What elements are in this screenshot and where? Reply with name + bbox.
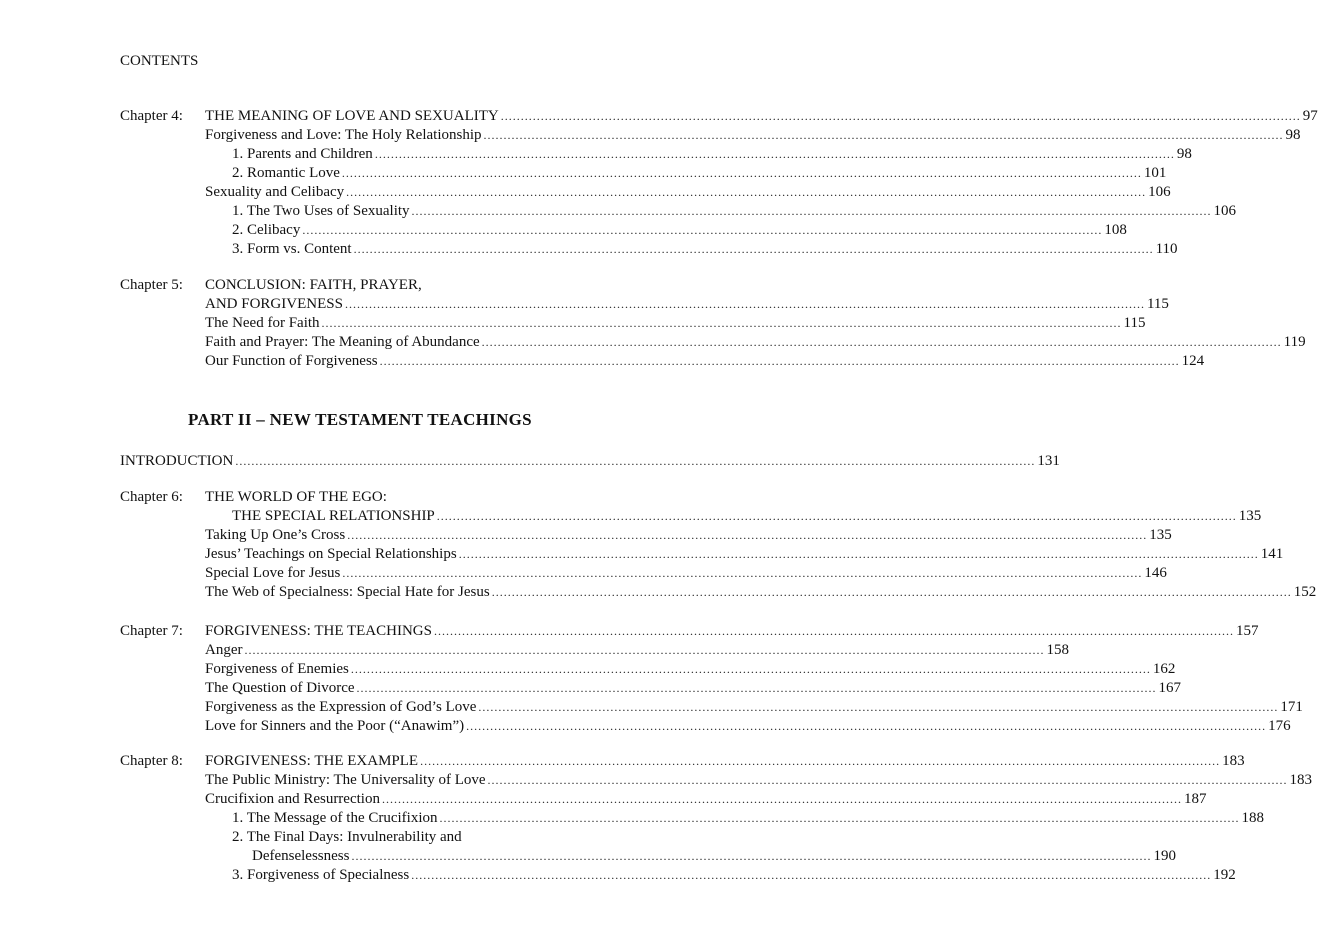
- dot-leader: ........................................................................................................................................................................................................: [483, 128, 1284, 142]
- dot-leader: ........................................................................................................................................................................................................: [411, 204, 1212, 218]
- toc-entry[interactable]: [205, 717, 1291, 736]
- toc-entry[interactable]: [232, 866, 1236, 885]
- dot-leader: ........................................................................................................................................................................................................: [342, 566, 1143, 580]
- chapter-6-label: Chapter 6:: [120, 489, 183, 505]
- toc-entry-title: Faith and Prayer: The Meaning of Abundance: [205, 334, 480, 350]
- toc-entry-title: FORGIVENESS: THE EXAMPLE: [205, 753, 419, 769]
- toc-entry[interactable]: [205, 622, 1259, 641]
- toc-entry[interactable]: [205, 526, 1172, 545]
- chapter-8-label: Chapter 8:: [120, 753, 183, 769]
- toc-entry[interactable]: [232, 507, 1262, 526]
- toc-entry-title: FORGIVENESS: THE TEACHINGS: [205, 623, 432, 639]
- toc-entry-title: Anger: [205, 642, 243, 658]
- toc-entry-title: Forgiveness of Enemies: [205, 661, 349, 677]
- dot-leader: ........................................................................................................................................................................................................: [439, 811, 1240, 825]
- toc-entry-page-number: 157: [1235, 623, 1259, 639]
- toc-entry-title: The Web of Specialness: Special Hate for Jesus: [205, 584, 490, 600]
- toc-entry-page-number: 190: [1153, 848, 1176, 864]
- toc-entry-title: THE SPECIAL RELATIONSHIP: [232, 508, 435, 524]
- toc-entry-page-number: 131: [1037, 453, 1060, 469]
- toc-entry-page-number: 101: [1143, 165, 1167, 181]
- toc-entry-page-number: 135: [1238, 508, 1262, 524]
- toc-entry[interactable]: [120, 452, 1060, 471]
- toc-entry-page-number: 115: [1123, 315, 1146, 331]
- toc-entry-title: 1. The Two Uses of Sexuality: [232, 203, 410, 219]
- dot-leader: ........................................................................................................................................................................................................: [350, 662, 1151, 676]
- dot-leader: ........................................................................................................................................................................................................: [302, 223, 1103, 237]
- dot-leader: ........................................................................................................................................................................................................: [344, 297, 1145, 311]
- toc-entry[interactable]: [205, 183, 1171, 202]
- toc-entry[interactable]: [232, 221, 1127, 240]
- toc-entry-page-number: 97: [1302, 108, 1318, 124]
- toc-entry[interactable]: [205, 641, 1069, 660]
- chapter-7-label: Chapter 7:: [120, 623, 183, 639]
- toc-entry[interactable]: [205, 107, 1318, 126]
- dot-leader: ........................................................................................................................................................................................................: [420, 754, 1221, 768]
- dot-leader: ........................................................................................................................................................................................................: [341, 166, 1142, 180]
- toc-entry-page-number: 158: [1046, 642, 1069, 658]
- toc-entry-title: Our Function of Forgiveness: [205, 353, 378, 369]
- dot-leader: ........................................................................................................................................................................................................: [436, 509, 1237, 523]
- dot-leader: ........................................................................................................................................................................................................: [244, 643, 1045, 657]
- toc-entry-page-number: 176: [1268, 718, 1291, 734]
- dot-leader: ........................................................................................................................................................................................................: [433, 624, 1234, 638]
- toc-entry-page-number: 192: [1213, 867, 1236, 883]
- toc-entry[interactable]: [205, 752, 1245, 771]
- toc-entry-page-number: 188: [1241, 810, 1265, 826]
- chapter-5-label: Chapter 5:: [120, 277, 183, 293]
- chapter-8-subsection-2-title: 2. The Final Days: Invulnerability and: [232, 829, 462, 845]
- toc-entry[interactable]: [205, 545, 1284, 564]
- toc-entry-page-number: 106: [1148, 184, 1171, 200]
- toc-entry-page-number: 171: [1280, 699, 1303, 715]
- dot-leader: ........................................................................................................................................................................................................: [353, 242, 1154, 256]
- toc-entry-title: Sexuality and Celibacy: [205, 184, 345, 200]
- toc-entry-title: The Need for Faith: [205, 315, 320, 331]
- toc-entry-page-number: 183: [1289, 772, 1313, 788]
- toc-entry-page-number: 146: [1144, 565, 1167, 581]
- toc-entry-title: Jesus’ Teachings on Special Relationships: [205, 546, 457, 562]
- toc-entry[interactable]: [205, 564, 1167, 583]
- dot-leader: ........................................................................................................................................................................................................: [235, 454, 1036, 468]
- toc-entry-page-number: 187: [1183, 791, 1207, 807]
- toc-entry[interactable]: [205, 583, 1317, 602]
- toc-entry[interactable]: [252, 847, 1176, 866]
- toc-entry[interactable]: [232, 164, 1167, 183]
- toc-entry-page-number: 183: [1222, 753, 1245, 769]
- dot-leader: ........................................................................................................................................................................................................: [458, 547, 1259, 561]
- toc-entry-page-number: 106: [1213, 203, 1237, 219]
- toc-entry-page-number: 98: [1176, 146, 1192, 162]
- toc-entry[interactable]: [205, 771, 1313, 790]
- dot-leader: ........................................................................................................................................................................................................: [500, 109, 1301, 123]
- toc-entry-page-number: 115: [1146, 296, 1169, 312]
- toc-entry-page-number: 108: [1104, 222, 1127, 238]
- dot-leader: ........................................................................................................................................................................................................: [481, 335, 1282, 349]
- dot-leader: ........................................................................................................................................................................................................: [381, 792, 1182, 806]
- toc-entry[interactable]: [205, 295, 1169, 314]
- toc-entry-title: Taking Up One’s Cross: [205, 527, 346, 543]
- toc-entry-title: THE MEANING OF LOVE AND SEXUALITY: [205, 108, 499, 124]
- toc-entry[interactable]: [205, 333, 1306, 352]
- dot-leader: ........................................................................................................................................................................................................: [374, 147, 1175, 161]
- toc-entry-title: 2. Romantic Love: [232, 165, 340, 181]
- toc-entry-title: 1. Parents and Children: [232, 146, 373, 162]
- chapter-6-title: THE WORLD OF THE EGO:: [205, 489, 387, 505]
- toc-entry-title: 1. The Message of the Crucifixion: [232, 810, 438, 826]
- toc-entry[interactable]: [205, 126, 1301, 145]
- toc-entry-title: Love for Sinners and the Poor (“Anawim”): [205, 718, 465, 734]
- dot-leader: ........................................................................................................................................................................................................: [487, 773, 1288, 787]
- toc-entry[interactable]: [232, 809, 1265, 828]
- toc-entry-page-number: 119: [1283, 334, 1306, 350]
- toc-entry-page-number: 152: [1293, 584, 1317, 600]
- toc-entry-page-number: 141: [1260, 546, 1284, 562]
- toc-entry[interactable]: [232, 240, 1178, 259]
- toc-entry-title: 2. Celibacy: [232, 222, 301, 238]
- dot-leader: ........................................................................................................................................................................................................: [356, 681, 1157, 695]
- page-heading: CONTENTS: [120, 53, 199, 69]
- toc-entry-title: Forgiveness as the Expression of God’s Love: [205, 699, 477, 715]
- toc-entry[interactable]: [205, 314, 1146, 333]
- toc-entry[interactable]: [232, 202, 1237, 221]
- toc-entry-title: Forgiveness and Love: The Holy Relationship: [205, 127, 482, 143]
- dot-leader: ........................................................................................................................................................................................................: [466, 719, 1267, 733]
- toc-entry-title: AND FORGIVENESS: [205, 296, 343, 312]
- toc-entry-page-number: 135: [1149, 527, 1172, 543]
- toc-entry[interactable]: [205, 679, 1182, 698]
- dot-leader: ........................................................................................................................................................................................................: [347, 528, 1148, 542]
- part-2-title: PART II – NEW TESTAMENT TEACHINGS: [188, 410, 532, 429]
- toc-entry-title: 3. Form vs. Content: [232, 241, 352, 257]
- toc-entry-title: INTRODUCTION: [120, 453, 234, 469]
- toc-entry-title: 3. Forgiveness of Specialness: [232, 867, 410, 883]
- dot-leader: ........................................................................................................................................................................................................: [321, 316, 1122, 330]
- chapter-4-label: Chapter 4:: [120, 108, 183, 124]
- dot-leader: ........................................................................................................................................................................................................: [379, 354, 1180, 368]
- toc-entry-title: The Public Ministry: The Universality of Love: [205, 772, 486, 788]
- toc-entry-title: Crucifixion and Resurrection: [205, 791, 380, 807]
- toc-entry-page-number: 124: [1181, 353, 1205, 369]
- toc-entry[interactable]: [205, 698, 1303, 717]
- toc-entry[interactable]: [205, 352, 1205, 371]
- toc-entry-title: The Question of Divorce: [205, 680, 355, 696]
- chapter-5-title: CONCLUSION: FAITH, PRAYER,: [205, 277, 422, 293]
- toc-entry-page-number: 98: [1285, 127, 1301, 143]
- dot-leader: ........................................................................................................................................................................................................: [346, 185, 1147, 199]
- toc-entry-page-number: 110: [1155, 241, 1178, 257]
- toc-entry[interactable]: [232, 145, 1192, 164]
- toc-entry-title: Special Love for Jesus: [205, 565, 341, 581]
- dot-leader: ........................................................................................................................................................................................................: [351, 849, 1152, 863]
- toc-entry-title: Defenselessness: [252, 848, 350, 864]
- toc-entry[interactable]: [205, 660, 1176, 679]
- dot-leader: ........................................................................................................................................................................................................: [491, 585, 1292, 599]
- toc-entry-page-number: 167: [1158, 680, 1182, 696]
- dot-leader: ........................................................................................................................................................................................................: [478, 700, 1279, 714]
- toc-entry[interactable]: [205, 790, 1207, 809]
- dot-leader: ........................................................................................................................................................................................................: [411, 868, 1212, 882]
- toc-entry-page-number: 162: [1152, 661, 1176, 677]
